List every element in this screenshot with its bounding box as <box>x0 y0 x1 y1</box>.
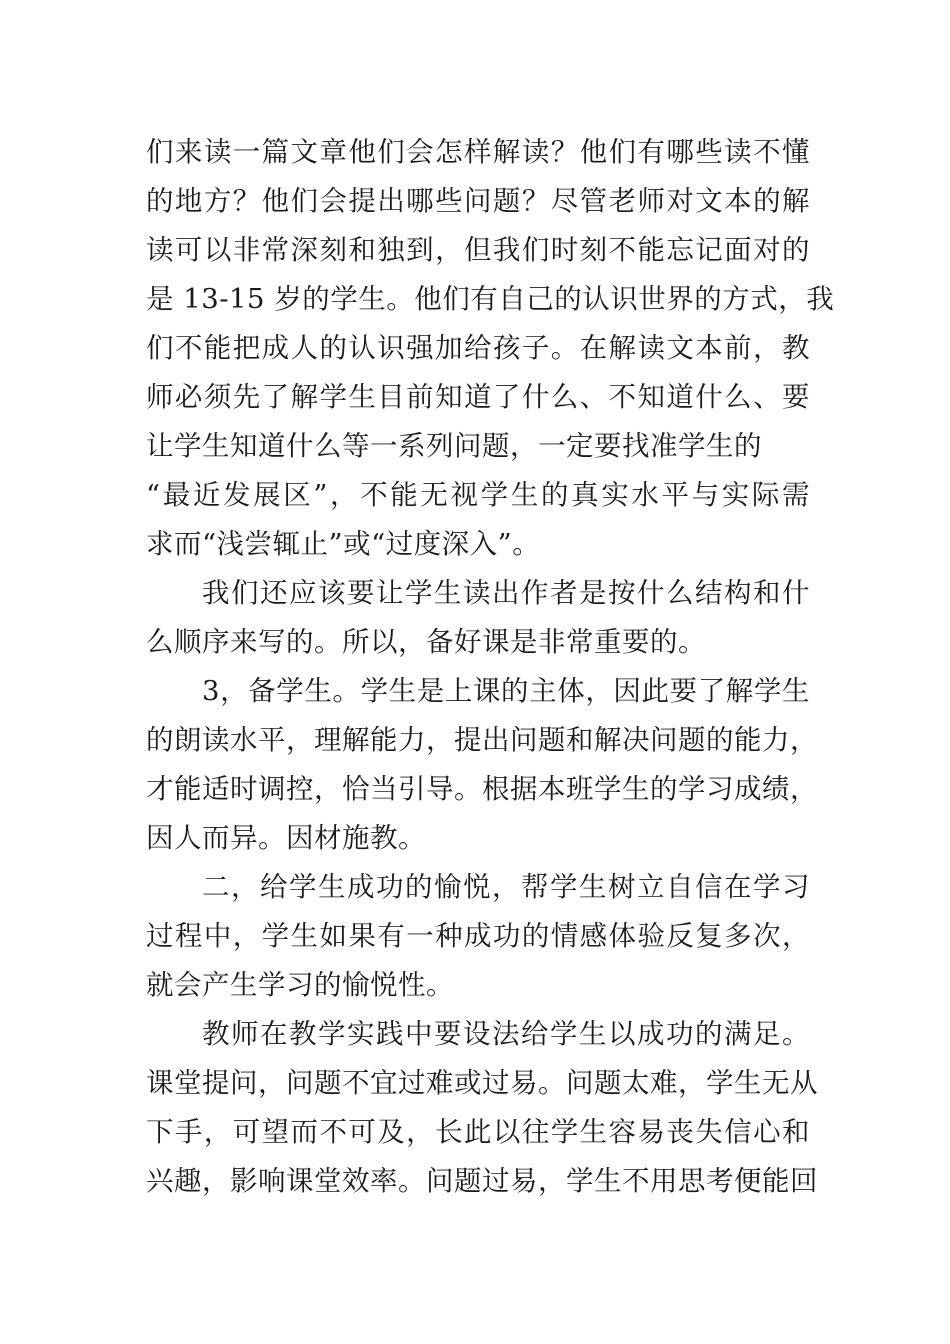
text-line: 下手，可望而不可及，长此以往学生容易丧失信心和 <box>146 1116 810 1148</box>
text-line: 我们还应该要让学生读出作者是按什么结构和什 <box>202 577 810 609</box>
text-line: “最近发展区”，不能无视学生的真实水平与实际需 <box>146 479 810 511</box>
paragraph <box>146 569 810 667</box>
text-line: 让学生知道什么等一系列问题，一定要找准学生的 <box>146 430 762 462</box>
text-line: 是 13-15 岁的学生。他们有自己的认识世界的方式，我 <box>146 283 835 315</box>
paragraph <box>146 863 810 1010</box>
text-line: 3，备学生。学生是上课的主体，因此要了解学生 <box>202 675 810 707</box>
text-line: 的朗读水平，理解能力，提出问题和解决问题的能力， <box>146 724 818 756</box>
text-line: 师必须先了解学生目前知道了什么、不知道什么、要 <box>146 381 810 413</box>
text-line: 求而“浅尝辄止”或“过度深入”。 <box>146 528 541 560</box>
paragraph <box>146 1010 818 1206</box>
text-line: 们来读一篇文章他们会怎样解读？他们有哪些读不懂 <box>146 136 810 168</box>
text-line: 因人而异。因材施教。 <box>146 822 426 854</box>
text-line: 教师在教学实践中要设法给学生以成功的满足。 <box>202 1018 810 1050</box>
text-line: 读可以非常深刻和独到，但我们时刻不能忘记面对的 <box>146 234 810 266</box>
document-body <box>146 128 835 1206</box>
paragraph <box>146 128 835 569</box>
text-line: 们不能把成人的认识强加给孩子。在解读文本前，教 <box>146 332 810 364</box>
paragraph <box>146 667 818 863</box>
text-line: 么顺序来写的。所以，备好课是非常重要的。 <box>146 626 706 658</box>
text-line: 的地方？他们会提出哪些问题？尽管老师对文本的解 <box>146 185 810 217</box>
text-line: 过程中，学生如果有一种成功的情感体验反复多次， <box>146 920 810 952</box>
text-line: 才能适时调控，恰当引导。根据本班学生的学习成绩， <box>146 773 818 805</box>
text-line: 课堂提问，问题不宜过难或过易。问题太难，学生无从 <box>146 1067 818 1099</box>
text-line: 兴趣，影响课堂效率。问题过易，学生不用思考便能回 <box>146 1165 818 1197</box>
text-line: 二，给学生成功的愉悦，帮学生树立自信在学习 <box>202 871 810 903</box>
text-line: 就会产生学习的愉悦性。 <box>146 969 454 1001</box>
